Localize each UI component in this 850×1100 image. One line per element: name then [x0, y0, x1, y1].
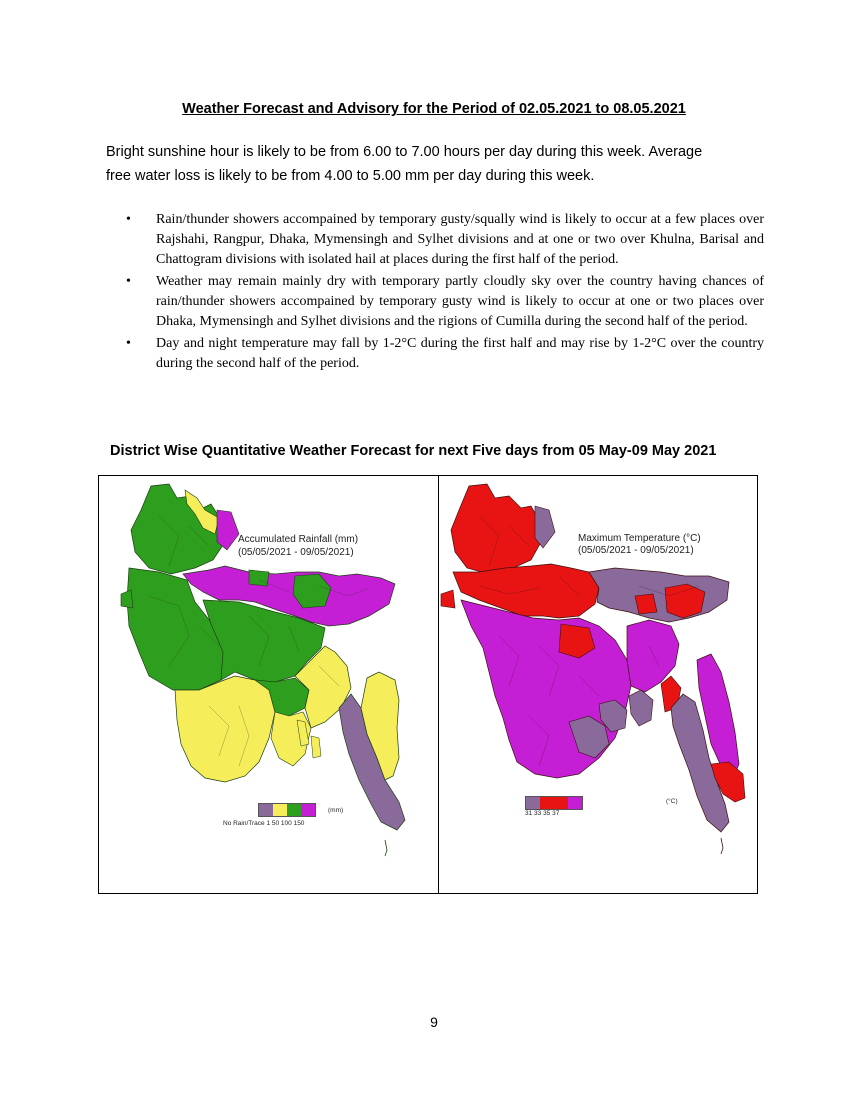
- legend-swatch: [540, 797, 554, 809]
- temperature-map-cell: [439, 476, 757, 893]
- legend-swatch: [287, 804, 301, 816]
- page-number: 9: [430, 1014, 438, 1030]
- list-item: [126, 272, 764, 332]
- temperature-legend: [525, 796, 583, 810]
- list-item: [126, 210, 764, 270]
- intro-line-2: free water loss is likely to be from 4.00 to 5.00 mm per day during this week.: [106, 168, 595, 184]
- rainfall-legend-unit: (mm): [328, 807, 344, 814]
- legend-swatch: [273, 804, 287, 816]
- list-item-text: Weather may remain mainly dry with temporary partly cloudly sky over the country having chances of rain/thunder showers accompained by temporary gusty wind is likely to occur at one or two places over Dhaka, Mymensingh and Sylhet divisions and the rigions of Cumilla during the second half of the period.: [156, 274, 764, 329]
- legend-swatch: [554, 797, 568, 809]
- advisory-list: [126, 210, 764, 376]
- temperature-legend-labels: 31 33 35 37: [525, 810, 560, 817]
- intro-paragraph: [106, 140, 766, 188]
- intro-line-1: Bright sunshine hour is likely to be from 6.00 to 7.00 hours per day during this week. Average: [106, 144, 703, 160]
- section-title: District Wise Quantitative Weather Forecast for next Five days from 05 May-09 May 2021: [110, 443, 717, 459]
- rainfall-map-period: (05/05/2021 - 09/05/2021): [238, 547, 354, 558]
- rainfall-map-cell: [99, 476, 438, 893]
- bullet-icon: •: [126, 336, 131, 351]
- list-item: [126, 334, 764, 374]
- list-item-text: Rain/thunder showers accompained by temporary gusty/squally wind is likely to occur at a few places over Rajshahi, Rangpur, Dhaka, Mymensingh and Sylhet divisions and at one or two over Khulna, Barisal and Chattogram divisions with isolated hail at places during the first half of the period.: [156, 212, 764, 267]
- forecast-map-table: [98, 475, 758, 894]
- rainfall-legend: [258, 803, 316, 817]
- legend-swatch: [259, 804, 273, 816]
- bullet-icon: •: [126, 212, 131, 227]
- temperature-legend-unit: (°C): [666, 798, 678, 805]
- legend-swatch: [301, 804, 315, 816]
- rainfall-map-title: Accumulated Rainfall (mm): [238, 534, 359, 545]
- bullet-icon: •: [126, 274, 131, 289]
- legend-swatch: [526, 797, 540, 809]
- document-title: Weather Forecast and Advisory for the Period of 02.05.2021 to 08.05.2021: [182, 101, 686, 117]
- temperature-map-title: Maximum Temperature (°C): [578, 533, 701, 544]
- rainfall-legend-labels: No Rain/Trace 1 50 100 150: [223, 820, 305, 827]
- temperature-map-period: (05/05/2021 - 09/05/2021): [578, 545, 694, 556]
- legend-swatch: [568, 797, 582, 809]
- list-item-text: Day and night temperature may fall by 1-2°C during the first half and may rise by 1-2°C over the country during the second half of the period.: [156, 336, 764, 371]
